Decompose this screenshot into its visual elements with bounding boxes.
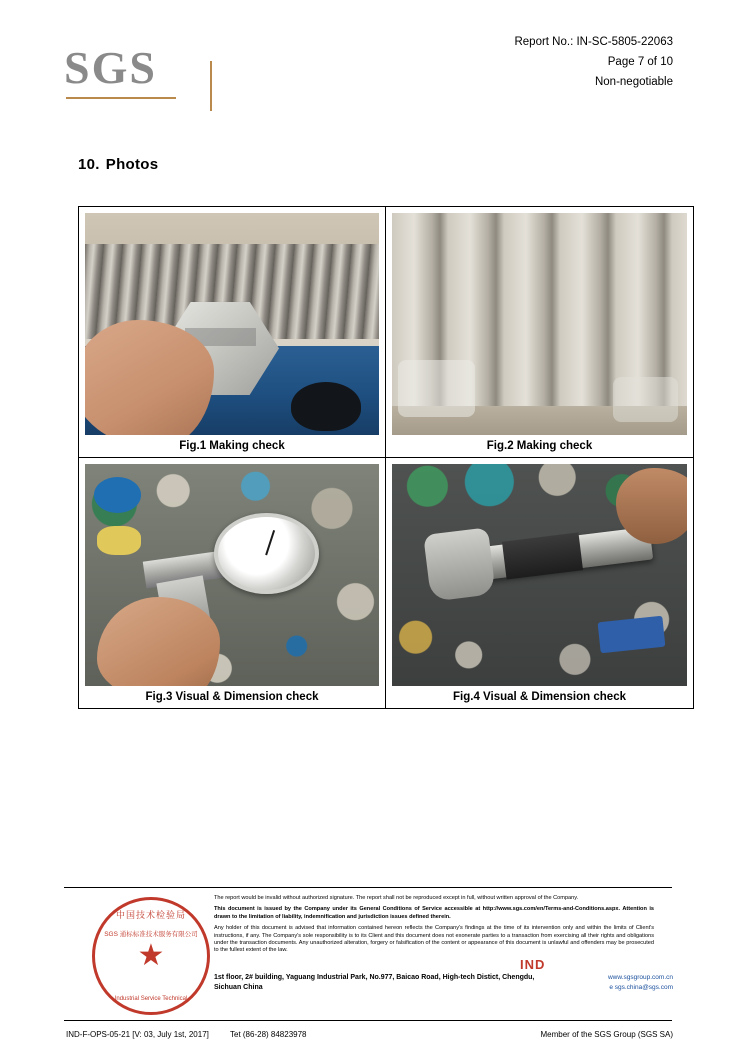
sgs-logo-text: SGS — [64, 42, 157, 93]
photo1-hand — [85, 320, 214, 435]
page-title — [78, 156, 158, 173]
photo-cell-2 — [386, 207, 693, 457]
stamp-mid-text: SGS 通标标准技术服务有限公司 — [104, 931, 198, 938]
photo3-yellow-tape — [97, 526, 141, 555]
page-footer — [0, 887, 737, 1047]
report-number: Report No.: IN-SC-5805-22063 — [514, 36, 673, 48]
footer-bottom-divider — [64, 1020, 672, 1021]
stamp-bottom-text: Industrial Service Technical — [114, 996, 188, 1002]
legal-disclaimer — [214, 895, 654, 959]
photo-image-4 — [392, 464, 687, 686]
photo-cell-3 — [79, 457, 386, 708]
page-header — [0, 0, 737, 120]
stamp-top-text: 中国技术检验局 — [115, 910, 186, 920]
sgs-logo — [64, 42, 244, 99]
sgs-group-member-note: Member of the SGS Group (SGS SA) — [540, 1030, 673, 1039]
section-title-text: Photos — [105, 156, 159, 173]
section-number: 10. — [78, 156, 100, 173]
legal-paragraph-3: Any holder of this document is advised that information contained hereon reflects the Company's findings at the time of its intervention only and within the limits of Client's instructions, if any. The Company's sole responsibility is to its Client and this document does not exonerate parties to a transaction from exercising all their rights and obligations under the transaction documents. Any unauthorized alteration, forgery or falsification of the content or appearance of this document is unlawful and offenders may be prosecuted to the fullest extent of the law. — [214, 925, 654, 954]
photo4-micrometer-frame — [424, 527, 497, 601]
photo3-blue-tape — [94, 477, 141, 513]
photo3-dial-indicator — [214, 513, 319, 594]
ind-label: IND — [520, 957, 546, 972]
contact-block — [523, 973, 673, 993]
legal-paragraph-1: The report would be invalid without authorized signature. The report shall not be reproduced except in full, without written approval of the Company. — [214, 895, 579, 901]
star-icon: ★ — [137, 939, 165, 972]
non-negotiable-note: Non-negotiable — [594, 76, 673, 88]
photo-caption-4: Fig.4 Visual & Dimension check — [453, 691, 626, 703]
photo-image-1 — [85, 213, 379, 435]
report-metadata — [514, 32, 673, 92]
photo-caption-2: Fig.2 Making check — [486, 440, 593, 452]
photo1-dark-object — [291, 382, 362, 431]
company-website[interactable]: www.sgsgroup.com.cn — [607, 974, 673, 981]
document-code: IND-F-OPS-05-21 [V: 03, July 1st, 2017] — [66, 1030, 209, 1039]
footer-top-divider — [64, 887, 672, 888]
page-number: Page 7 of 10 — [607, 56, 673, 68]
photo-image-2 — [392, 213, 687, 435]
logo-underline — [66, 97, 176, 99]
company-email[interactable]: e sgs.china@sgs.com — [609, 984, 673, 991]
legal-paragraph-2: This document is issued by the Company under its General Conditions of Service accessible at http://www.sgs.com/en/Terms-and-Conditions.aspx. Attention is drawn to the limitation of liability, indemnification and jurisdiction issues defined therein. — [214, 906, 654, 920]
photo-cell-4 — [386, 457, 693, 708]
photo-grid — [78, 206, 694, 709]
photo-caption-1: Fig.1 Making check — [179, 440, 285, 452]
photo2-bag-left — [398, 360, 475, 418]
photo-cell-1 — [79, 207, 386, 457]
photo-caption-3: Fig.3 Visual & Dimension check — [145, 691, 319, 703]
company-address: 1st floor, 2# building, Yaguang Industrial Park, No.977, Baicao Road, High-tech Distict, Chengdu, Sichuan China — [214, 974, 535, 991]
photo-image-3 — [85, 464, 379, 686]
company-stamp — [92, 897, 210, 1015]
company-telephone: Tet (86-28) 84823978 — [230, 1030, 307, 1039]
logo-vertical-bar — [210, 61, 212, 111]
photo2-bag-right — [613, 377, 678, 421]
